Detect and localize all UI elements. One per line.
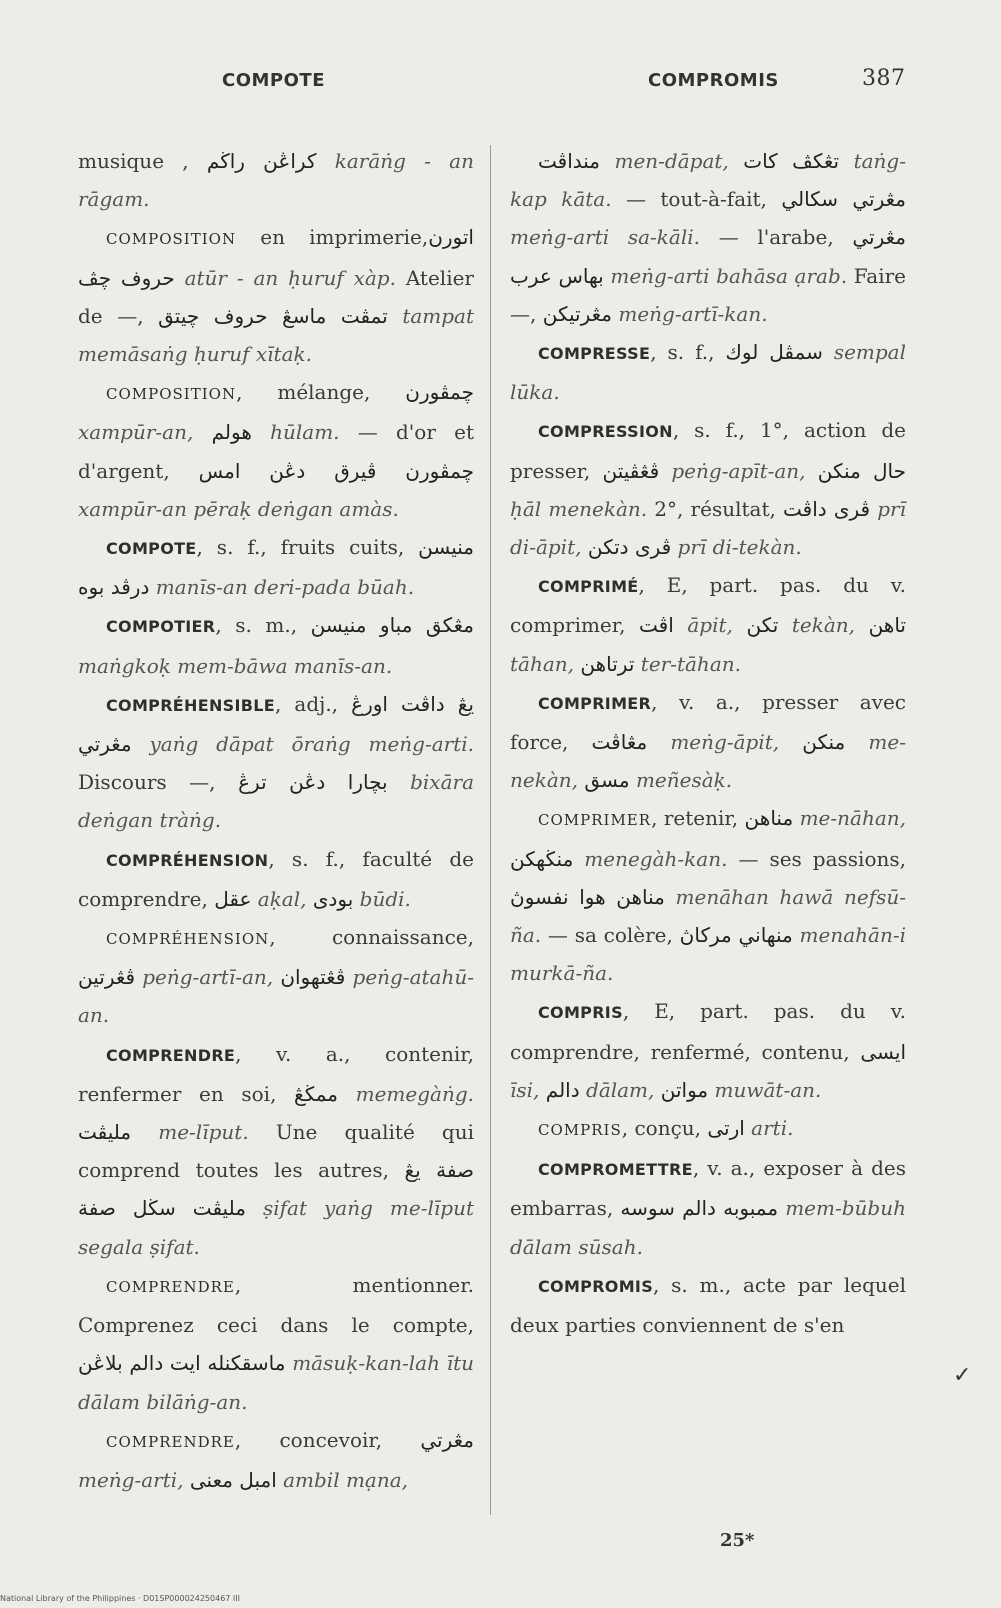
transliteration: me-līput. <box>131 1120 249 1145</box>
dictionary-entry <box>78 1035 474 1266</box>
transliteration: xampūr-an pēraḳ deṅgan amàs. <box>78 496 399 521</box>
transliteration: taṅg-kap kāta. <box>510 149 906 212</box>
jawi-text: حال منكن <box>817 458 906 483</box>
margin-mark: ✓ <box>953 1363 972 1388</box>
running-head-left: COMPOTE <box>222 70 325 91</box>
transliteration: prī di-tekàn. <box>671 535 802 560</box>
definition-text: — tout-à-fait, <box>611 187 782 212</box>
entry-headword: COMPRIMÉ <box>538 577 639 597</box>
jawi-text: ڤڠرتين <box>78 965 136 990</box>
transliteration: āpit, <box>673 613 747 638</box>
entry-headword: COMPRESSION <box>538 422 673 442</box>
definition-text: , retenir, <box>651 806 745 831</box>
transliteration: peṅg-apīt-an, <box>659 458 818 483</box>
dictionary-entry <box>510 683 906 800</box>
transliteration: bixāra deṅgan tràṅg. <box>78 770 474 833</box>
entry-headword: COMPRÉHENSION <box>106 930 270 949</box>
dictionary-entry <box>510 566 906 683</box>
definition-text: , s. f., fruits cuits, <box>196 535 419 560</box>
definition-text: , E, part. pas. du v. comprimer, <box>510 573 906 638</box>
jawi-text: مناهن هوا نفسوڽ <box>510 884 665 909</box>
column-divider <box>490 145 491 1515</box>
transliteration: xampūr-an, <box>78 420 212 445</box>
left-column <box>78 142 474 1499</box>
jawi-text: عقل <box>214 886 252 911</box>
jawi-text: كراڠن راڬم <box>206 149 317 173</box>
dictionary-entry <box>78 142 474 218</box>
dictionary-entry <box>78 1266 474 1421</box>
transliteration: prī di-āpit, <box>510 496 906 560</box>
dictionary-entry <box>78 1421 474 1499</box>
entry-headword: COMPROMIS <box>538 1276 654 1296</box>
transliteration: meṅg-arti, <box>78 1467 190 1492</box>
definition-text: — d'or et d'argent, <box>78 420 474 483</box>
dictionary-entry <box>510 1109 906 1149</box>
jawi-text: مسق <box>584 768 630 793</box>
transliteration: ḥāl menekàn. <box>510 496 648 521</box>
dictionary-entry <box>78 528 474 606</box>
transliteration: meṅg-arti sa-kāli. <box>510 225 700 250</box>
jawi-text: مڠكق مباو منيسن <box>310 613 475 638</box>
entry-headword: COMPRENDRE <box>106 1277 235 1296</box>
jawi-text: يڠ داڤت اورڠ مڠرتي <box>78 691 474 757</box>
entry-headword: COMPRÉHENSION <box>106 850 269 870</box>
dictionary-entry <box>78 918 474 1035</box>
jawi-text: مڠرتي <box>420 1427 474 1452</box>
transliteration: karāṅg - an rāgam. <box>78 149 474 212</box>
definition-text: Atelier de —, <box>78 265 474 328</box>
jawi-text: ڤرى دتكن <box>587 535 672 560</box>
transliteration: atūr - an ḥuruf xàp. <box>174 265 396 290</box>
jawi-text: منهاني مركاڽ <box>679 923 793 948</box>
transliteration: yaṅg dāpat ōraṅg meṅg-arti. <box>131 732 474 757</box>
definition-text: Faire —, <box>510 263 906 326</box>
jawi-text: چمڤورن ڤيرق دڠن امس <box>198 458 474 483</box>
jawi-text: امبل معنى <box>189 1467 277 1492</box>
jawi-text: ممڬڠ <box>294 1081 339 1106</box>
entry-headword: COMPRÉHENSIBLE <box>106 695 275 715</box>
jawi-text: تمڤت ماسڠ حروف چيتق <box>158 303 388 328</box>
definition-text: , E, part. pas. du v. comprendre, renfermé, contenu, <box>510 999 906 1064</box>
jawi-text: تڠكڤ كات <box>743 149 840 173</box>
entry-headword: COMPRENDRE <box>106 1045 236 1065</box>
jawi-text: اتورن حروف چڤ <box>78 225 474 290</box>
transliteration: tampat memāsaṅg ḥuruf xītaḳ. <box>78 303 475 367</box>
transliteration: men-dāpat, <box>600 149 744 173</box>
jawi-text: هولم <box>211 420 252 445</box>
definition-text: , s. m., acte par lequel deux parties conviennent de s'en <box>510 1272 906 1338</box>
jawi-text: مڠرتيكن <box>542 301 612 326</box>
jawi-text: منڬهكن <box>510 846 574 871</box>
signature-mark: 25* <box>720 1530 755 1551</box>
transliteration: tekàn, <box>778 613 869 638</box>
transliteration: arti. <box>744 1116 794 1141</box>
transliteration: ambil mạna, <box>276 1467 408 1492</box>
definition-text: , connaissance, <box>269 925 474 950</box>
jawi-text: ممبوبه دالم سوسه <box>620 1196 779 1221</box>
transliteration: sempal lūka. <box>510 340 906 405</box>
definition-text: , adj., <box>274 691 352 716</box>
definition-text: , mentionner. Comprenez ceci dans le compte, <box>78 1272 474 1338</box>
page-number: 387 <box>862 66 906 91</box>
jawi-text: مڠاڤت <box>591 730 648 755</box>
entry-headword: COMPRIS <box>538 1121 622 1140</box>
jawi-text: ارتى <box>707 1116 745 1141</box>
entry-headword: COMPOTE <box>106 539 197 559</box>
transliteration: īsi, <box>510 1077 546 1102</box>
transliteration: mem-būbuh dālam sūsah. <box>510 1196 906 1259</box>
transliteration: menahān-i murkā-ña. <box>510 923 906 986</box>
jawi-text: مواتن <box>660 1077 709 1102</box>
transliteration: meṅg-āpit, <box>647 730 803 755</box>
transliteration: meñesàḳ. <box>629 768 733 793</box>
transliteration: meṅg-artī-kan. <box>612 301 768 326</box>
jawi-text: تاهن <box>868 613 906 638</box>
transliteration: aḳal, <box>251 886 313 911</box>
transliteration: ter-tāhan. <box>634 651 741 676</box>
jawi-text: مڠرتي سكالي <box>781 187 906 212</box>
jawi-text: منكن <box>802 730 846 755</box>
entry-headword: COMPROMETTRE <box>538 1160 693 1180</box>
jawi-text: بچارا دڠن ترڠ <box>238 770 388 795</box>
jawi-text: صفة يڠ مليڤت سڬل صفة <box>78 1158 474 1221</box>
entry-headword: COMPOTIER <box>106 617 216 637</box>
entry-headword: COMPRIMER <box>538 693 652 713</box>
entry-headword: COMPRESSE <box>538 344 651 364</box>
definition-text: en imprimerie, <box>236 225 429 250</box>
definition-text: Une qualité qui comprend toutes les autres, <box>78 1120 474 1183</box>
transliteration: memegàṅg. <box>338 1081 474 1106</box>
dictionary-entry <box>78 373 474 528</box>
jawi-text: سمڤل لوك <box>725 340 823 365</box>
transliteration: me-nekàn, <box>510 730 906 793</box>
definition-text: , mélange, <box>236 380 406 405</box>
definition-text: , conçu, <box>621 1116 708 1141</box>
jawi-text: ڤڠتهوان <box>280 965 346 990</box>
entry-headword: COMPRIMER <box>538 811 652 830</box>
transliteration: meṅg-arti bahāsa ạrab. <box>603 263 848 288</box>
transliteration: muwāt-an. <box>708 1077 822 1102</box>
dictionary-entry <box>510 411 906 566</box>
dictionary-entry <box>510 1266 906 1344</box>
running-head-right: COMPROMIS <box>648 70 779 91</box>
entry-headword: COMPRENDRE <box>106 1432 235 1451</box>
definition-text: — sa colère, <box>541 923 680 948</box>
jawi-text: ترتاهن <box>580 651 635 676</box>
dictionary-entry <box>510 333 906 411</box>
transliteration: dālam, <box>579 1077 661 1102</box>
transliteration: me-nāhan, <box>793 806 907 831</box>
definition-text: , s. f., 1°, action de presser, <box>510 418 906 483</box>
jawi-text: ڤڠڤيتن <box>602 458 660 483</box>
definition-text: , v. a., exposer à des embarras, <box>510 1156 906 1221</box>
jawi-text: ڤرى داڤت <box>783 496 871 521</box>
jawi-text: ايسى <box>860 1039 906 1064</box>
definition-text: , s. f., <box>650 340 726 365</box>
transliteration: maṅgkoḳ mem-bāwa manīs-an. <box>78 653 393 678</box>
dictionary-entry <box>78 840 474 918</box>
footer-credit: National Library of the Philippines · D01SP000024250467 III <box>0 1594 240 1603</box>
definition-text: Discours —, <box>78 770 239 795</box>
dictionary-entry <box>510 992 906 1109</box>
transliteration: peṅg-artī-an, <box>135 965 281 990</box>
transliteration: menāhan hawā nefsū-ña. <box>510 884 906 948</box>
dictionary-entry <box>510 1149 906 1266</box>
definition-text: , concevoir, <box>234 1427 421 1452</box>
definition-text: — ses passions, <box>727 846 906 871</box>
jawi-text: اڤت <box>639 613 674 638</box>
definition-text: , s. m., <box>215 613 311 638</box>
transliteration: hūlam. <box>251 420 340 445</box>
transliteration: māsuḳ-kan-lah ītu dālam bilāṅg-an. <box>78 1351 475 1414</box>
definition-text: , v. a., presser avec force, <box>510 689 906 755</box>
jawi-text: منداڤت <box>538 149 601 173</box>
dictionary-entry <box>510 799 906 992</box>
transliteration: būdi. <box>353 886 411 911</box>
jawi-text: ماسقكنله ايت دالم بلاڠن <box>78 1351 286 1376</box>
jawi-text: مڠرتي بهاس عرب <box>510 225 907 288</box>
jawi-text: منيسن درڤد بوه <box>78 535 474 600</box>
definition-text: , s. f., faculté de comprendre, <box>78 846 474 911</box>
jawi-text: مليڤت <box>78 1120 132 1145</box>
jawi-text: تكن <box>746 613 779 638</box>
jawi-text: بودى <box>312 886 354 911</box>
definition-text: , v. a., contenir, renfermer en soi, <box>78 1041 474 1106</box>
transliteration: manīs-an deri-pada būah. <box>149 575 415 600</box>
dictionary-entry <box>78 685 474 840</box>
definition-text: musique , <box>78 149 207 173</box>
transliteration: ṣifat yaṅg me-līput segala ṣifat. <box>78 1196 474 1259</box>
entry-headword: COMPOSITION <box>106 230 237 249</box>
transliteration: peṅg-atahū-an. <box>78 965 474 1028</box>
entry-headword: COMPRIS <box>538 1003 623 1023</box>
entry-headword: COMPOSITION <box>106 385 237 404</box>
dictionary-entry <box>78 218 474 373</box>
definition-text: — l'arabe, <box>700 225 853 250</box>
right-column <box>510 142 906 1344</box>
transliteration: menegàh-kan. <box>573 846 728 871</box>
dictionary-entry <box>78 606 474 684</box>
definition-text: 2°, résultat, <box>647 496 783 521</box>
jawi-text: چمڤورن <box>405 380 474 405</box>
jawi-text: مناهن <box>744 806 794 831</box>
jawi-text: دالم <box>545 1077 580 1102</box>
transliteration: tāhan, <box>510 651 581 676</box>
dictionary-entry <box>510 142 906 333</box>
